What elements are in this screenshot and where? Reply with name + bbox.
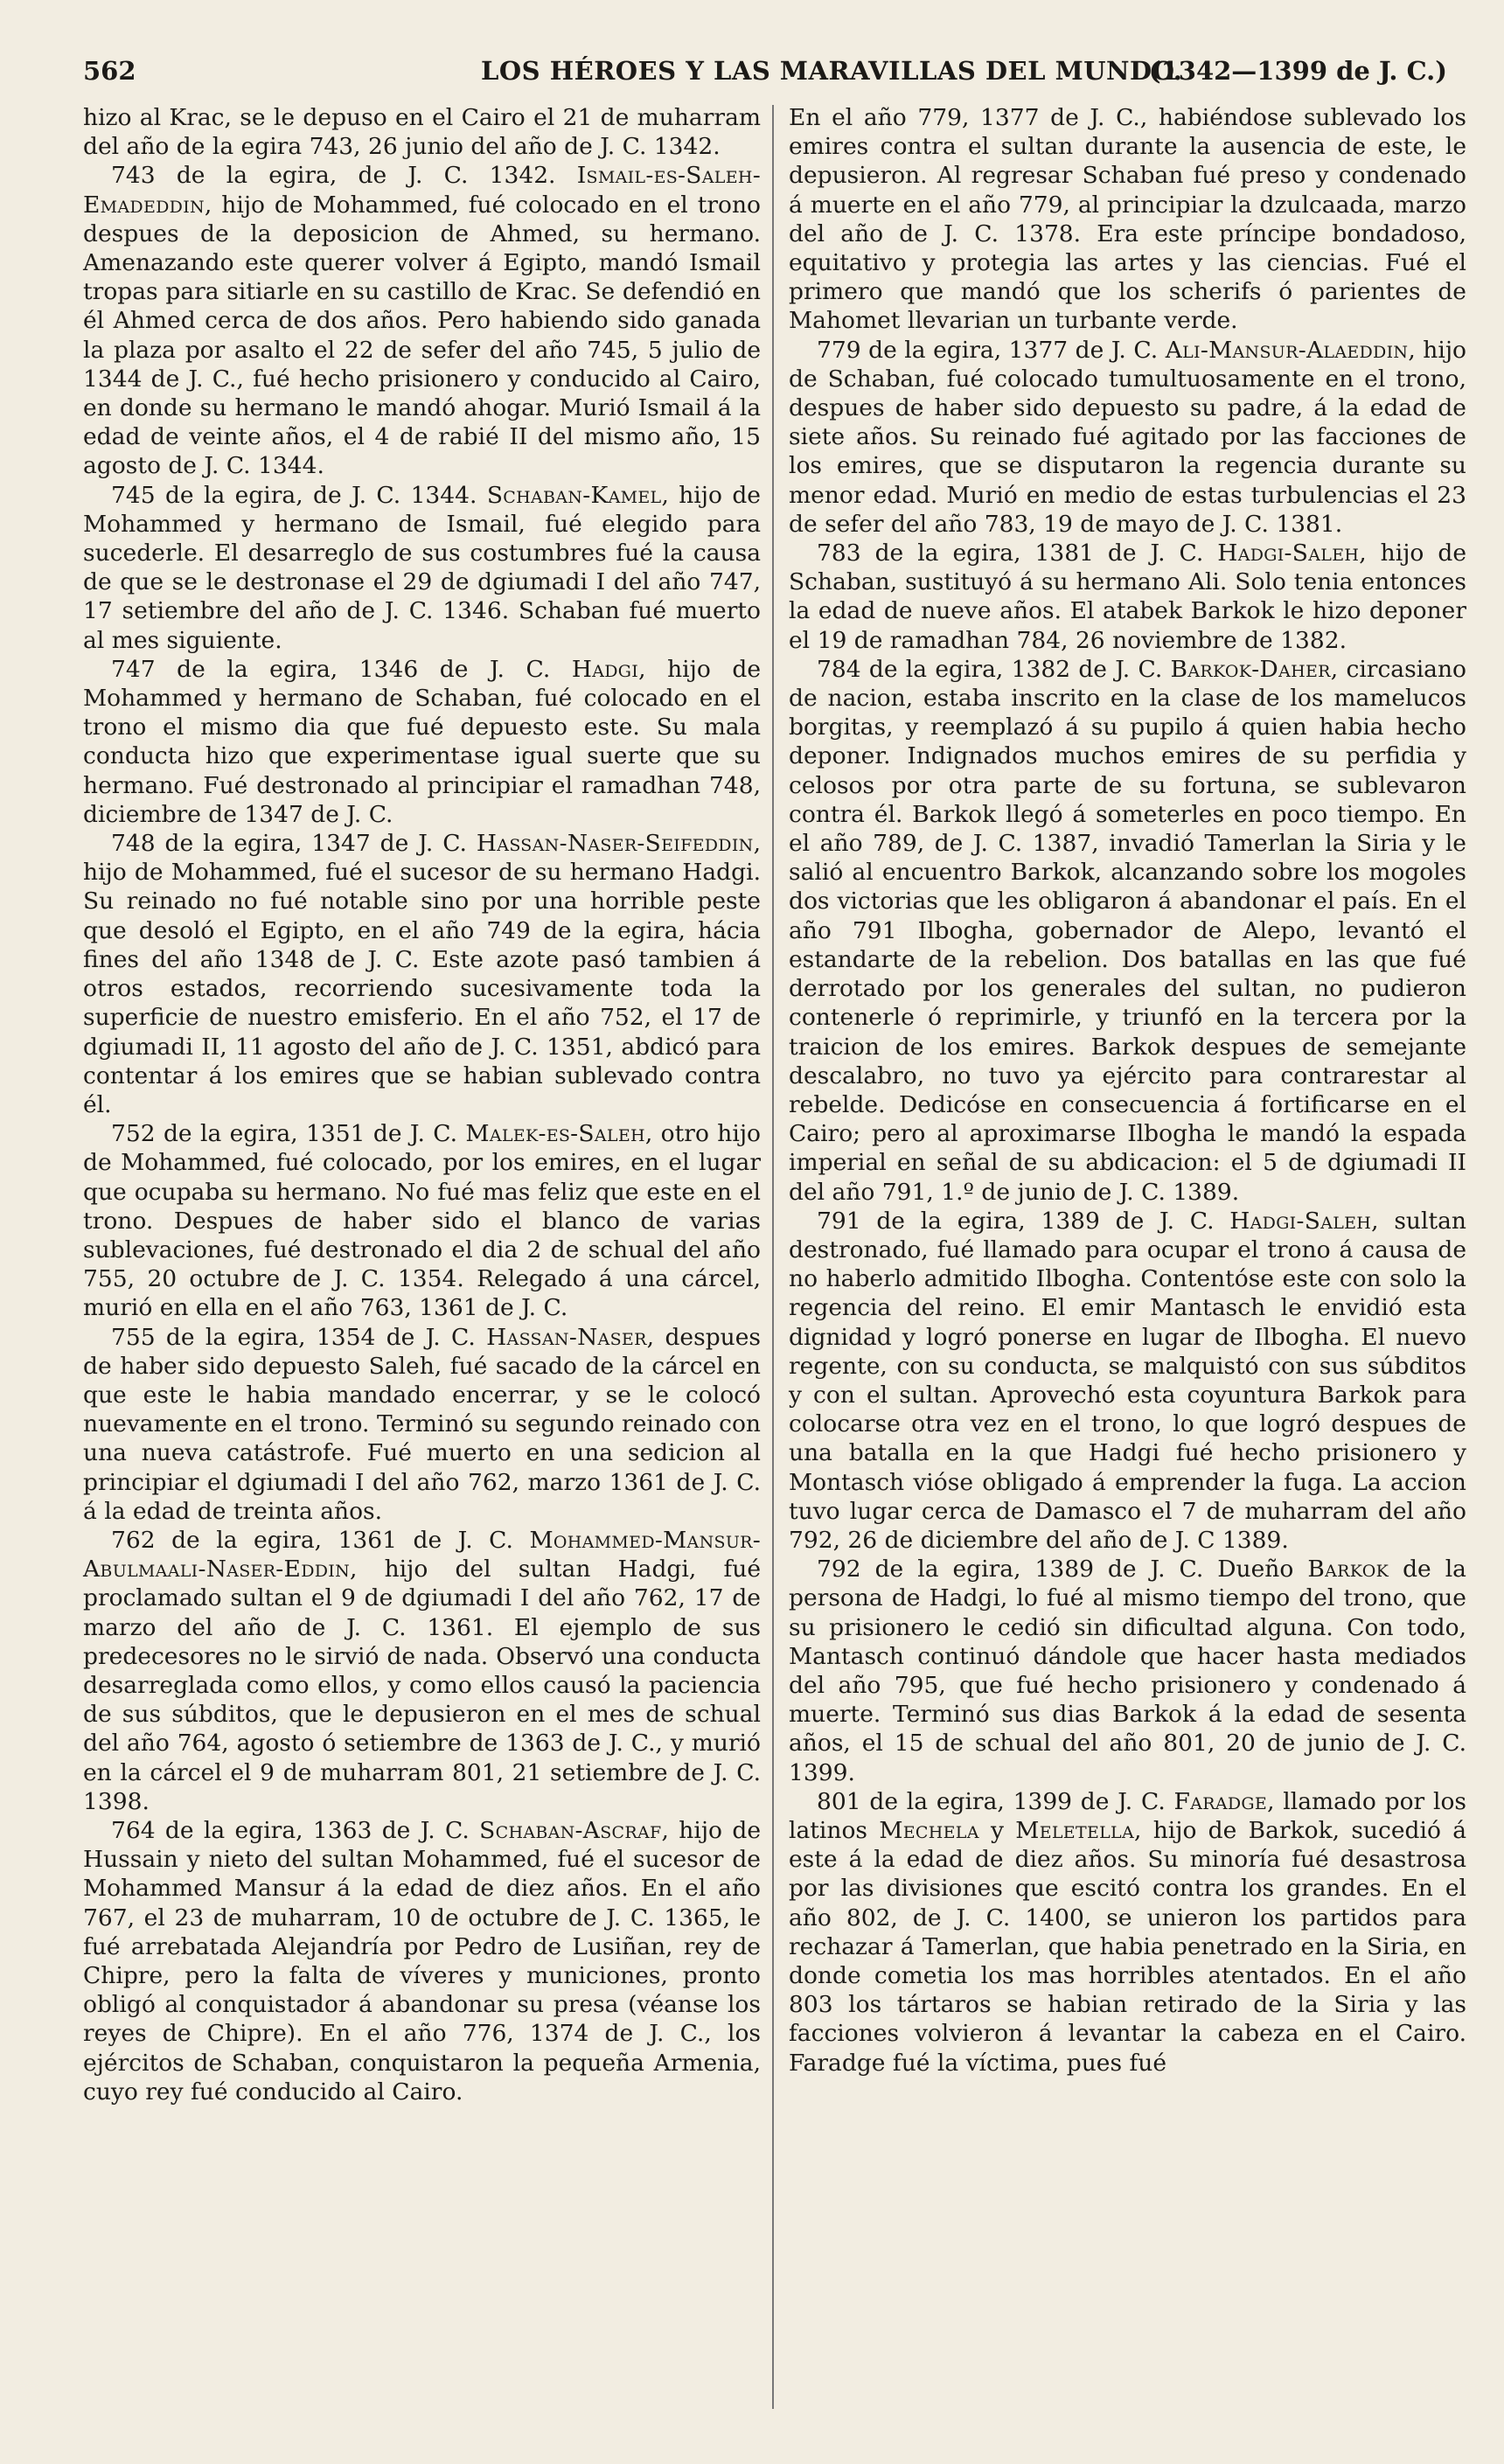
date-range: (1342—1399 de J. C.) <box>1148 56 1447 86</box>
paragraph-text: , hijo de Barkok, sucedió á este á la edad de diez años. Su minoría fué desastrosa por las divisiones que escitó contra los grandes. En el año 802, de J. C. 1400, se unieron los partidos para rechazar á Tamerlan, que habia penetrado en la Siria, en donde cometia los mas horribles atentados. En el año 803 los tártaros se habian retirado de la Siria y las facciones volvieron á levantar la cabeza en el Cairo. Faradge fué la víctima, pues fué <box>789 1816 1466 2077</box>
paragraph-text: , hijo del sultan Hadgi, fué proclamado sultan el 9 de dgiumadi I del año 762, 17 de marzo del año de J. C. 1361. El ejemplo de sus predecesores no le sirvió de nada. Observó una conducta desarreglada como ellos, y como ellos causó la paciencia de sus súbditos, que le depusieron en el mes de schual del año 764, agosto ó setiembre de 1363 de J. C., y murió en la cárcel el 9 de muharram 801, 21 setiembre de J. C. 1398. <box>83 1556 761 1815</box>
paragraph-text: , hijo de Schaban, sustituyó á su hermano Ali. Solo tenia entonces la edad de nueve años. El atabek Barkok le hizo deponer el 19 de ramadhan 784, 26 noviembre de 1382. <box>789 539 1467 654</box>
paragraph-text: , circasiano de nacion, estaba inscrito en la clase de los mamelucos borgitas, y reemplazó á su pupilo á quien habia hecho deponer. Indignados muchos emires de su perfidia y celosos por otra parte de su fortuna, se sublevaron contra él. Barkok llegó á someterles en poco tiempo. En el año 789, de J. C. 1387, invadió Tamerlan la Siria y le salió al encuentro Barkok, alcanzando sobre los mogoles dos victorias que les obligaron á abandonar el país. En el año 791 Ilbogha, gobernador de Alepo, levantó el estandarte de la rebelion. Dos batallas en las que fué derrotado por los generales del sultan, no pudieron contenerle ó reprimirle, y triunfó en la tercera por la traicion de los emires. Barkok despues de semejante descalabro, no tuvo ya ejército para contrarestar al rebelde. Dedicóse en consecuencia á fortificarse en el Cairo; pero al aproximarse Ilbogha le mandó la espada imperial en señal de su abdicacion: el 5 de dgiumadi II del año 791, 1.º de junio de J. C. 1389. <box>789 655 1466 1206</box>
paragraph <box>789 1787 1466 2078</box>
page-header <box>83 51 1447 94</box>
paragraph-text: 752 de la egira, 1351 de J. C. <box>111 1120 466 1148</box>
paragraph-text: 779 de la egira, 1377 de J. C. <box>817 336 1166 364</box>
paragraph <box>83 1526 761 1816</box>
paragraph-text: , hijo de Hussain y nieto del sultan Mohammed, fué el sucesor de Mohammed Mansur á la edad de diez años. En el año 767, el 23 de muharram, 10 de octubre de J. C. 1365, le fué arrebatada Alejandría por Pedro de Lusiñan, rey de Chipre, pero la falta de víveres y municiones, pronto obligó al conquistador á abandonar su presa (véanse los reyes de Chipre). En el año 776, 1374 de J. C., los ejércitos de Schaban, conquistaron la pequeña Armenia, cuyo rey fué conducido al Cairo. <box>83 1816 761 2106</box>
ruler-name: Schaban-Kamel <box>486 481 662 509</box>
paragraph <box>789 539 1466 655</box>
paragraph-text: 748 de la egira, 1347 de J. C. <box>111 830 477 858</box>
paragraph <box>789 1207 1466 1555</box>
paragraph-text: , otro hijo de Mohammed, fué colocado, por los emires, en el lugar que ocupaba su hermano. No fué mas feliz que este en el trono. Despues de haber sido el blanco de varias sublevaciones, fué destronado el dia 2 de schual del año 755, 20 octubre de J. C. 1354. Relegado á una cárcel, murió en ella en el año 763, 1361 de J. C. <box>83 1120 762 1322</box>
paragraph <box>83 481 761 655</box>
ruler-name: Ismail-es-Saleh-Emadeddin <box>83 162 761 219</box>
paragraph-text: , llamado por los latinos <box>789 1787 1467 1844</box>
paragraph-text: , hijo de Mohammed, fué el sucesor de su hermano Hadgi. Su reinado no fué notable sino por una horrible peste que desoló el Egipto, en el año 749 de la egira, hácia fines del año 1348 de J. C. Este azote pasó tambien á otros estados, recorriendo sucesivamente toda la superficie de nuestro emisferio. En el año 752, el 17 de dgiumadi II, 11 agosto del año de J. C. 1351, abdicó para contentar á los emires que se habian sublevado contra él. <box>83 830 761 1118</box>
paragraph <box>83 655 761 829</box>
paragraph-text: 745 de la egira, de J. C. 1344. <box>111 481 487 509</box>
paragraph-text: 792 de la egira, 1389 de J. C. Dueño <box>817 1556 1308 1584</box>
paragraph-text: 762 de la egira, 1361 de J. C. <box>111 1526 530 1554</box>
left-column <box>83 103 761 2106</box>
paragraph <box>83 1119 761 1322</box>
ruler-name: Hassan-Naser <box>486 1323 647 1351</box>
column-divider <box>772 105 774 2409</box>
paragraph-text: 784 de la egira, 1382 de J. C. <box>817 655 1171 683</box>
paragraph-text: 747 de la egira, 1346 de J. C. <box>111 655 572 683</box>
paragraph-text: , hijo de Mohammed y hermano de Ismail, fué elegido para sucederle. El desarreglo de sus costumbres fué la causa de que se le destronase el 29 de dgiumadi I del año 747, 17 setiembre del año de J. C. 1346. Schaban fué muerto al mes siguiente. <box>83 481 761 654</box>
paragraph-text: de la persona de Hadgi, lo fué al mismo tiempo del trono, que su prisionero le cedió sin dificultad alguna. Con todo, Mantasch continuó dándole que hacer hasta mediados del año 795, que fué hecho prisionero y condenado á muerte. Terminó sus dias Barkok á la edad de sesenta años, el 15 de schual del año 801, 20 de junio de J. C. 1399. <box>789 1556 1466 1786</box>
page-number: 562 <box>83 56 136 86</box>
paragraph-text: 743 de la egira, de J. C. 1342. <box>111 162 577 190</box>
ruler-name: Mohammed-Mansur-Abulmaali-Naser-Eddin <box>83 1526 761 1584</box>
paragraph-text: 783 de la egira, 1381 de J. C. <box>817 539 1218 567</box>
paragraph <box>83 829 761 1119</box>
paragraph <box>83 161 761 480</box>
ruler-name: Barkok-Daher <box>1170 655 1331 683</box>
paragraph <box>789 655 1466 1207</box>
paragraph-text: y <box>978 1816 1016 1844</box>
paragraph <box>789 336 1466 539</box>
ruler-name: Hadgi-Saleh <box>1217 539 1360 567</box>
ruler-name: Hassan-Naser-Seifeddin <box>476 830 754 858</box>
paragraph-text: 755 de la egira, 1354 de J. C. <box>111 1323 487 1351</box>
ruler-name: Hadgi <box>571 655 639 683</box>
ruler-name: Schaban-Ascraf <box>479 1816 662 1844</box>
ruler-name: Hadgi-Saleh <box>1229 1207 1372 1235</box>
running-title: LOS HÉROES Y LAS MARAVILLAS DEL MUNDO. <box>481 56 1183 86</box>
paragraph-text: En el año 779, 1377 de J. C., habiéndose sublevado los emires contra el sultan durante la ausencia de este, le depusieron. Al regresar Schaban fué preso y condenado á muerte en el año 779, al principiar la dzulcaada, marzo del año de J. C. 1378. Era este príncipe bondadoso, equitativo y protegia las artes y las ciencias. Fué el primero que mandó que los scherifs ó parientes de Mahomet llevarian un turbante verde. <box>789 104 1466 335</box>
paragraph-text: , hijo de Mohammed, fué colocado en el trono despues de la deposicion de Ahmed, su hermano. Amenazando este querer volver á Egipto, mandó Ismail tropas para sitiarle en su castillo de Krac. Se defendió en él Ahmed cerca de dos años. Pero habiendo sido ganada la plaza por asalto el 22 de sefer del año 745, 5 julio de 1344 de J. C., fué hecho prisionero y conducido al Cairo, en donde su hermano le mandó ahogar. Murió Ismail á la edad de veinte años, el 4 de rabié II del mismo año, 15 agosto de J. C. 1344. <box>83 191 761 480</box>
paragraph-text: hizo al Krac, se le depuso en el Cairo el 21 de muharram del año de la egira 743, 26 junio del año de J. C. 1342. <box>83 104 761 161</box>
paragraph-text: 801 de la egira, 1399 de J. C. <box>817 1787 1174 1815</box>
paragraph-text: 791 de la egira, 1389 de J. C. <box>817 1207 1230 1235</box>
ruler-name: Meletella <box>1015 1816 1134 1844</box>
ruler-name: Malek-es-Saleh <box>465 1120 645 1148</box>
paragraph <box>83 1816 761 2106</box>
right-column <box>789 103 1466 2078</box>
ruler-name: Ali-Mansur-Alaeddin <box>1165 336 1409 364</box>
paragraph <box>789 1555 1466 1787</box>
paragraph-text: , hijo de Schaban, fué colocado tumultuosamente en el trono, despues de haber sido depuesto su padre, á la edad de siete años. Su reinado fué agitado por las facciones de los emires, que se disputaron la regencia durante su menor edad. Murió en medio de estas turbulencias el 23 de sefer del año 783, 19 de mayo de J. C. 1381. <box>789 336 1467 538</box>
ruler-name: Faradge <box>1173 1787 1268 1815</box>
paragraph-text: 764 de la egira, 1363 de J. C. <box>111 1816 480 1844</box>
ruler-name: Mechela <box>879 1816 979 1844</box>
paragraph <box>83 103 761 161</box>
paragraph-text: , sultan destronado, fué llamado para ocupar el trono á causa de no haberlo admitido Ilbogha. Contentóse este con solo la regencia del reino. El emir Mantasch le envidió esta dignidad y logró ponerse en lugar de Ilbogha. El nuevo regente, con su conducta, se malquistó con sus súbditos y con el sultan. Aprovechó esta coyuntura Barkok para colocarse otra vez en el trono, lo que logró despues de una batalla en la que Hadgi fué hecho prisionero y Montasch vióse obligado á emprender la fuga. La accion tuvo lugar cerca de Damasco el 7 de muharram del año 792, 26 de diciembre del año de J. C 1389. <box>789 1207 1466 1554</box>
ruler-name: Barkok <box>1307 1556 1389 1584</box>
paragraph <box>83 1323 761 1526</box>
paragraph-text: , hijo de Mohammed y hermano de Schaban, fué colocado en el trono el mismo dia que fué depuesto este. Su mala conducta hizo que experimentase igual suerte que su hermano. Fué destronado al principiar el ramadhan 748, diciembre de 1347 de J. C. <box>83 655 761 828</box>
paragraph <box>789 103 1466 336</box>
paragraph-text: , despues de haber sido depuesto Saleh, fué sacado de la cárcel en que este le habia mandado encerrar, y se le colocó nuevamente en el trono. Terminó su segundo reinado con una nueva catástrofe. Fué muerto en una sedicion al principiar el dgiumadi I del año 762, marzo 1361 de J. C. á la edad de treinta años. <box>83 1323 762 1525</box>
